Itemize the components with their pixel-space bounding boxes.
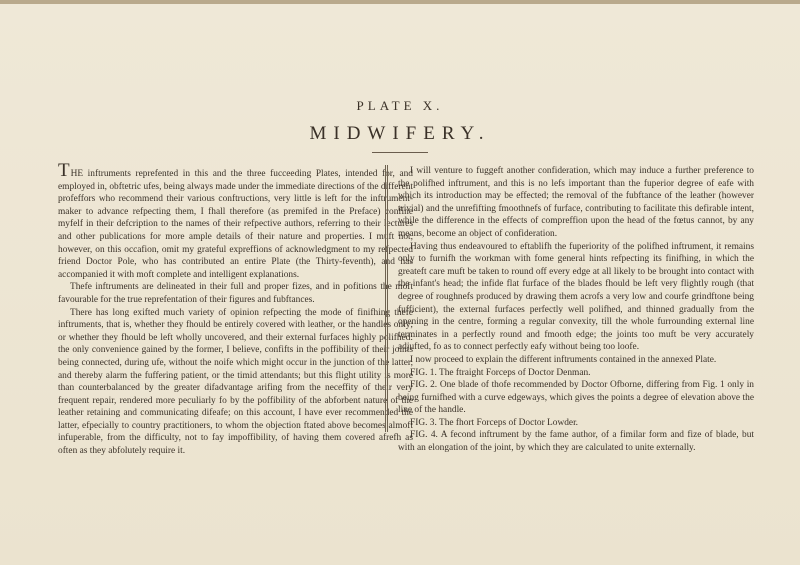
paragraph: There has long exifted much variety of opinion refpecting the mode of finifhing thefe inftruments, that is, whether they fhould be entirely covered with leather, or the handles only; or whether they fhould be left wholly uncovered, and their external furfaces highly polifhed: the only convenience gained by the former, I believe, confifts in the poffibility of their joints being connected, during ufe, without the noife which might occur in the junction of the latter, and thereby alarm the fuffering patient, or the timid attendants; but this flight utility is more than counterbalanced by the greater difadvantage arifing from the neceffity of their very frequent repair, rendered more peculiarly fo by the poffibility of the abforbent nature of the leather retaining and communicating difeafe; on this account, I have ever recommended the latter, efpecially to country practitioners, to whom the objection ftated above becomes almoft infuperable, from the difficulty, not to fay impoffibility, of having them covered afrefh as often as they abfolutely require it. — [58, 307, 413, 457]
right-column — [398, 165, 754, 455]
paragraph: Thefe inftruments are delineated in their full and proper fizes, and in pofitions the moft favourable for the true reprefentation of their figures and fubftances. — [58, 282, 413, 305]
figure-caption: FIG. 4. A fecond inftrument by the fame author, of a fimilar form and fize of blade, but with an elongation of the joint, by which they are calculated to unite externally. — [398, 430, 754, 454]
left-column — [58, 160, 413, 458]
figure-caption: FIG. 1. The ftraight Forceps of Doctor Denman. — [410, 367, 591, 378]
section-title: MIDWIFERY. — [309, 123, 491, 144]
column-divider — [385, 165, 388, 432]
paragraph: I will venture to fuggeft another confideration, which may induce a further preference to the polifhed inftrument, and this is no lefs important than the fuperior degree of eafe with which its introduction may be effected; the removal of the fubftance of the leather (however trivial) and the unrefifting fmoothnefs of furface, contributing to facilitate this defirable intent, while the difference in the effects of compreffion upon the head of the fœtus cannot, by any means, become an object of confideration. — [398, 166, 754, 239]
plate-title: PLATE X. — [356, 98, 444, 113]
paragraph: I now proceed to explain the different inftruments contained in the annexed Plate. — [410, 354, 717, 365]
figure-caption: FIG. 3. The fhort Forceps of Doctor Lowder. — [410, 417, 579, 428]
paragraph: THE inftruments reprefented in this and the three fucceeding Plates, intended for, and employed in, obftetric ufes, being always made under the immediate directions of the different profeffors who recommend their various conftructions, very little is left for the inftrument-maker to advance refpecting them, I fhall therefore (as premifed in the Preface) confine myfelf in their defcription to the names of their refpective authors, referring to their lectures and other publications for more ample details of their nature and properties. I muft not, however, on this occafion, omit my grateful expreffions of acknowledgment to my refpected friend Doctor Pole, who has contributed an entire Plate (the Thirty-feventh), and has accompanied it with moft complete and intelligent explanations. — [58, 160, 413, 280]
figure-caption: FIG. 2. One blade of thofe recommended by Doctor Ofborne, differing from Fig. 1 only in being furnifhed with a curve edgeways, which gives the points a degree of elevation above the line of the handle. — [398, 380, 754, 416]
title-rule — [372, 152, 428, 153]
drop-cap: T — [58, 160, 71, 181]
paragraph: Having thus endeavoured to eftablifh the fuperiority of the polifhed inftrument, it remains only to furnifh the workman with fome general hints refpecting its finifhing, in which the greateft care muft be taken to round off every edge at all likely to be brought into contact with the infant's head; the infide flat furface of the blades fhould be left very flightly rough (that degree of roughnefs produced by drawing them acrofs a very low and courfe grindftone being fufficient), the external furfaces perfectly well polifhed, and thinned gradually from the opening in the centre, forming a regular convexity, till the whole furrounding external line terminates in a perfectly round and fmooth edge; the joints too muft be very accurately adjufted, fo as to connect perfectly eafy without being too loofe. — [398, 241, 754, 353]
